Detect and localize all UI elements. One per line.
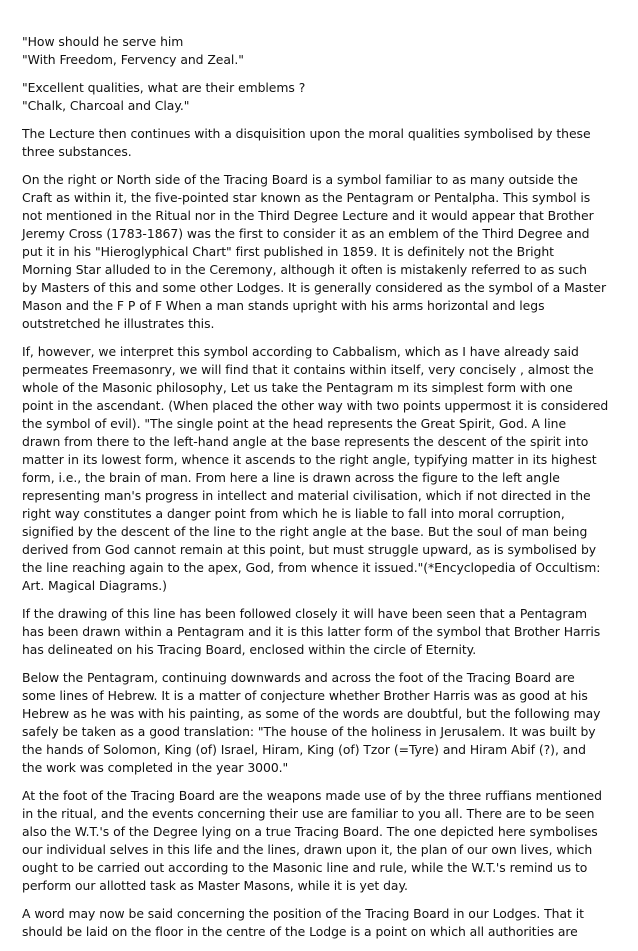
paragraph-dialogue-serve: "How should he serve him "With Freedom, Fervency and Zeal." [22,34,244,67]
paragraph-hebrew-lines: Below the Pentagram, continuing downwards and across the foot of the Tracing Board are some lines of Hebrew. It is a matter of conjecture whether Brother Harris was as good at his Hebrew as he was with his painting, as some of the words are doubtful, but the following may safely be taken as a good translation: "The house of the holiness in Jerusalem. It was built by the hands of Solomon, King (of) Israel, Hiram, King (of) Tzor (=Tyre) and Hiram Abif (?), and the work was completed in the year 3000." [22,670,601,775]
paragraph-weapons: At the foot of the Tracing Board are the weapons made use of by the three ruffians mentioned in the ritual, and the events concerning their use are familiar to you all. There are to be seen also the W.T.'s of the Degree lying on a true Tracing Board. The one depicted here symbolises our individual selves in this life and the lines, drawn upon it, the plan of our own lives, which ought to be carried out according to the Masonic line and rule, while the W.T.'s remind us to perform our allotted task as Master Masons, while it is yet day. [22,788,602,893]
paragraph-cabbalism: If, however, we interpret this symbol according to Cabbalism, which as I have already said permeates Freemasonry, we will find that it contains within itself, very concisely , almost the whole of the Masonic philosophy, Let us take the Pentagram m its simplest form with one point in the ascendant. (When placed the other way with two points uppermost it is considered the symbol of evil). "The single point at the head represents the Great Spirit, God. A line drawn from there to the left-hand angle at the base represents the descent of the spirit into matter in its lowest form, whence it ascends to the right angle, typifying matter in its highest form, i.e., the brain of man. From here a line is drawn across the figure to the left angle representing man's progress in intellect and material civilisation, which if not directed in the right way constitutes a danger point from which he is liable to fall into moral corruption, signified by the descent of the line to the right angle at the base. But the soul of man being derived from God cannot remain at this point, but must struggle upward, as is symbolised by the line reaching again to the apex, God, from whence it issued."(*Encyclopedia of Occultism: Art. Magical Diagrams.) [22,344,609,593]
paragraph-lecture-continues: The Lecture then continues with a disquisition upon the moral qualities symbolised by these three substances. [22,126,591,159]
paragraph-pentagram-intro: On the right or North side of the Tracing Board is a symbol familiar to as many outside the Craft as within it, the five-pointed star known as the Pentagram or Pentalpha. This symbol is not mentioned in the Ritual nor in the Third Degree Lecture and it would appear that Brother Jeremy Cross (1783-1867) was the first to consider it as an emblem of the Third Degree and put it in his "Hieroglyphical Chart" first published in 1859. It is definitely not the Bright Morning Star alluded to in the Ceremony, although it often is mistakenly referred to as such by Masters of this and some other Lodges. It is generally considered as the symbol of a Master Mason and the F P of F When a man stands upright with his arms horizontal and legs outstretched he illustrates this. [22,172,607,331]
paragraph-pentagram-within: If the drawing of this line has been followed closely it will have been seen that a Pentagram has been drawn within a Pentagram and it is this latter form of the symbol that Brother Harris has delineated on his Tracing Board, enclosed within the circle of Eternity. [22,606,601,657]
paragraph-dialogue-emblems: "Excellent qualities, what are their emblems ? "Chalk, Charcoal and Clay." [22,80,306,113]
paragraph-position: A word may now be said concerning the position of the Tracing Board in our Lodges. That it should be laid on the floor in the centre of the Lodge is a point on which all authorities are [22,906,584,939]
document-page [22,33,622,951]
